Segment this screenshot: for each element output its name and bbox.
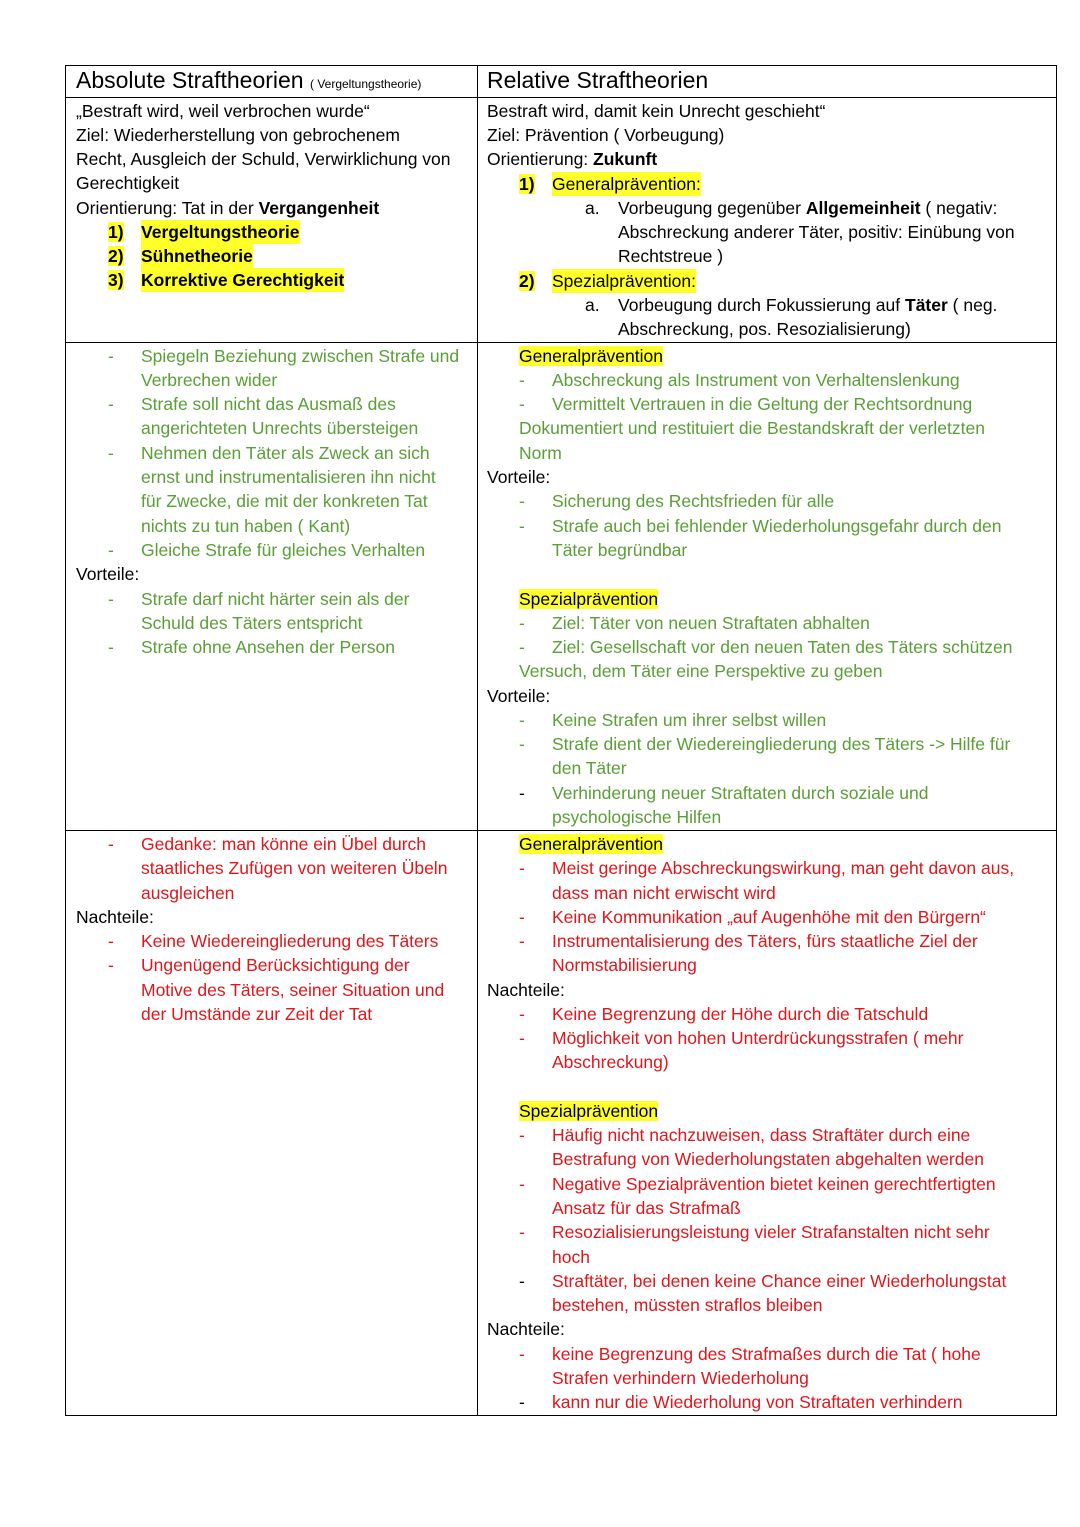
bullet-dash: -: [519, 637, 525, 657]
text-line: Abschreckung als Instrument von Verhaltenslenkung: [552, 370, 960, 390]
bullet-dash: -: [519, 734, 525, 754]
text-line: hoch: [552, 1247, 590, 1267]
text-line: Ziel: Prävention ( Vorbeugung): [487, 125, 725, 145]
list-item: 1) Vergeltungstheorie: [108, 222, 300, 242]
bullet-dash: -: [519, 907, 525, 927]
text-line: Orientierung: Zukunft: [487, 149, 658, 169]
text-line: Möglichkeit von hohen Unterdrückungsstrafen ( mehr: [552, 1028, 964, 1048]
text-line: Keine Kommunikation „auf Augenhöhe mit den Bürgern“: [552, 907, 986, 927]
text-line: der Umstände zur Zeit der Tat: [141, 1004, 373, 1024]
text-line: Bestraft wird, damit kein Unrecht geschieht“: [487, 101, 826, 121]
text-line: Keine Begrenzung der Höhe durch die Tatschuld: [552, 1004, 929, 1024]
bullet-dash: -: [519, 1344, 525, 1364]
bullet-dash: -: [108, 834, 114, 854]
bullet-dash: -: [108, 637, 114, 657]
bullet-dash: -: [519, 858, 525, 878]
text-line: Resozialisierungsleistung vieler Strafanstalten nicht sehr: [552, 1222, 990, 1242]
text-line: Abschreckung): [552, 1052, 669, 1072]
bullet-dash: -: [519, 1004, 525, 1024]
header-divider: [66, 97, 1056, 98]
text-line: Strafe darf nicht härter sein als der: [141, 589, 410, 609]
bullet-dash: -: [108, 394, 114, 414]
text-line: Gerechtigkeit: [76, 173, 180, 193]
text-line: Ziel: Gesellschaft vor den neuen Taten des Täters schützen: [552, 637, 1013, 657]
text-line: Ungenügend Berücksichtigung der: [141, 955, 410, 975]
text-line: Häufig nicht nachzuweisen, dass Straftäter durch eine: [552, 1125, 971, 1145]
text-line: psychologische Hilfen: [552, 807, 722, 827]
text-line: Recht, Ausgleich der Schuld, Verwirklichung von: [76, 149, 451, 169]
section-label: Nachteile:: [76, 907, 154, 927]
bullet-dash: -: [519, 491, 525, 511]
bullet-dash: -: [519, 1271, 525, 1291]
bullet-dash: -: [108, 955, 114, 975]
text-line: für Zwecke, die mit der konkreten Tat: [141, 491, 428, 511]
text-line: Meist geringe Abschreckungswirkung, man geht davon aus,: [552, 858, 1015, 878]
text-line: Strafe soll nicht das Ausmaß des: [141, 394, 396, 414]
list-item: 2) Sühnetheorie: [108, 246, 253, 266]
text-line: den Täter: [552, 758, 627, 778]
section-label: Vorteile:: [76, 564, 140, 584]
text-line: Keine Strafen um ihrer selbst willen: [552, 710, 827, 730]
text-line: Dokumentiert und restituiert die Bestandskraft der verletzten: [519, 418, 985, 438]
text-line: Sicherung des Rechtsfrieden für alle: [552, 491, 835, 511]
text-line: Ziel: Wiederherstellung von gebrochenem: [76, 125, 400, 145]
list-item: 3) Korrektive Gerechtigkeit: [108, 270, 345, 290]
bullet-dash: -: [108, 346, 114, 366]
text-line: Gleiche Strafe für gleiches Verhalten: [141, 540, 426, 560]
bullet-dash: -: [519, 931, 525, 951]
bullet-dash: -: [108, 589, 114, 609]
text-line: Motive des Täters, seiner Situation und: [141, 980, 445, 1000]
bullet-dash: -: [519, 613, 525, 633]
text-line: Gedanke: man könne ein Übel durch: [141, 834, 427, 854]
text-line: Versuch, dem Täter eine Perspektive zu geben: [519, 661, 883, 681]
section-label: Nachteile:: [487, 980, 565, 1000]
bullet-dash: -: [519, 394, 525, 414]
text-line: Strafe auch bei fehlender Wiederholungsgefahr durch den: [552, 516, 1002, 536]
bullet-dash: -: [519, 1174, 525, 1194]
section-heading: Generalprävention: [519, 834, 663, 854]
section-label: Nachteile:: [487, 1319, 565, 1339]
text-line: Vermittelt Vertrauen in die Geltung der Rechtsordnung: [552, 394, 973, 414]
text-line: keine Begrenzung des Strafmaßes durch die Tat ( hohe: [552, 1344, 981, 1364]
section-heading: Spezialprävention: [519, 589, 659, 609]
text-line: Ansatz für das Strafmaß: [552, 1198, 741, 1218]
row-divider-1: [66, 342, 1056, 343]
text-line: Keine Wiedereingliederung des Täters: [141, 931, 439, 951]
text-line: kann nur die Wiederholung von Straftaten verhindern: [552, 1392, 963, 1412]
text-line: Rechtstreue ): [618, 246, 724, 266]
bullet-dash: -: [519, 516, 525, 536]
text-line: Strafe dient der Wiedereingliederung des Täters -> Hilfe für: [552, 734, 1011, 754]
text-line: Ziel: Täter von neuen Straftaten abhalten: [552, 613, 870, 633]
text-line: bestehen, müssten straflos bleiben: [552, 1295, 823, 1315]
sub-item: a. Vorbeugung gegenüber Allgemeinheit ( negativ:: [585, 198, 998, 218]
text-line: ausgleichen: [141, 883, 235, 903]
section-label: Vorteile:: [487, 686, 551, 706]
text-line: Verhinderung neuer Straftaten durch soziale und: [552, 783, 929, 803]
bullet-dash: -: [519, 783, 525, 803]
section-label: Vorteile:: [487, 467, 551, 487]
text-line: Bestrafung von Wiederholungstaten abgehalten werden: [552, 1149, 984, 1169]
text-line: „Bestraft wird, weil verbrochen wurde“: [76, 101, 370, 121]
text-line: Nehmen den Täter als Zweck an sich: [141, 443, 430, 463]
text-line: Negative Spezialprävention bietet keinen gerechtfertigten: [552, 1174, 996, 1194]
bullet-dash: -: [108, 540, 114, 560]
bullet-dash: -: [108, 931, 114, 951]
bullet-dash: -: [519, 370, 525, 390]
section-heading: Generalprävention: [519, 346, 663, 366]
row-divider-2: [66, 830, 1056, 831]
text-line: Orientierung: Tat in der Vergangenheit: [76, 198, 380, 218]
text-line: Straftäter, bei denen keine Chance einer Wiederholungstat: [552, 1271, 1007, 1291]
bullet-dash: -: [519, 1222, 525, 1242]
column-title-relative: Relative Straftheorien: [487, 67, 709, 93]
text-line: nichts zu tun haben ( Kant): [141, 516, 351, 536]
text-line: Norm: [519, 443, 562, 463]
list-item: 2) Spezialprävention:: [519, 271, 696, 291]
text-line: Schuld des Täters entspricht: [141, 613, 363, 633]
bullet-dash: -: [108, 443, 114, 463]
text-line: Abschreckung, pos. Resozialisierung): [618, 319, 911, 339]
text-line: ernst und instrumentalisieren ihn nicht: [141, 467, 436, 487]
list-item: 1) Generalprävention:: [519, 174, 701, 194]
text-line: Spiegeln Beziehung zwischen Strafe und: [141, 346, 460, 366]
text-line: Strafen verhindern Wiederholung: [552, 1368, 809, 1388]
bullet-dash: -: [519, 1392, 525, 1412]
text-line: dass man nicht erwischt wird: [552, 883, 776, 903]
text-line: Täter begründbar: [552, 540, 688, 560]
text-line: Strafe ohne Ansehen der Person: [141, 637, 395, 657]
text-line: angerichteten Unrechts übersteigen: [141, 418, 419, 438]
text-line: Instrumentalisierung des Täters, fürs staatliche Ziel der: [552, 931, 978, 951]
section-heading: Spezialprävention: [519, 1101, 659, 1121]
bullet-dash: -: [519, 1028, 525, 1048]
text-line: staatliches Zufügen von weiteren Übeln: [141, 858, 448, 878]
column-title-note: ( Vergeltungstheorie): [309, 77, 422, 91]
text-line: Verbrechen wider: [141, 370, 278, 390]
column-divider: [477, 66, 478, 1415]
column-title-absolute: Absolute Straftheorien: [76, 67, 304, 93]
bullet-dash: -: [519, 710, 525, 730]
sub-item: a. Vorbeugung durch Fokussierung auf Täter ( neg.: [585, 295, 998, 315]
text-line: Normstabilisierung: [552, 955, 697, 975]
bullet-dash: -: [519, 1125, 525, 1145]
comparison-table: [65, 65, 1057, 1416]
text-line: Abschreckung anderer Täter, positiv: Einübung von: [618, 222, 1015, 242]
